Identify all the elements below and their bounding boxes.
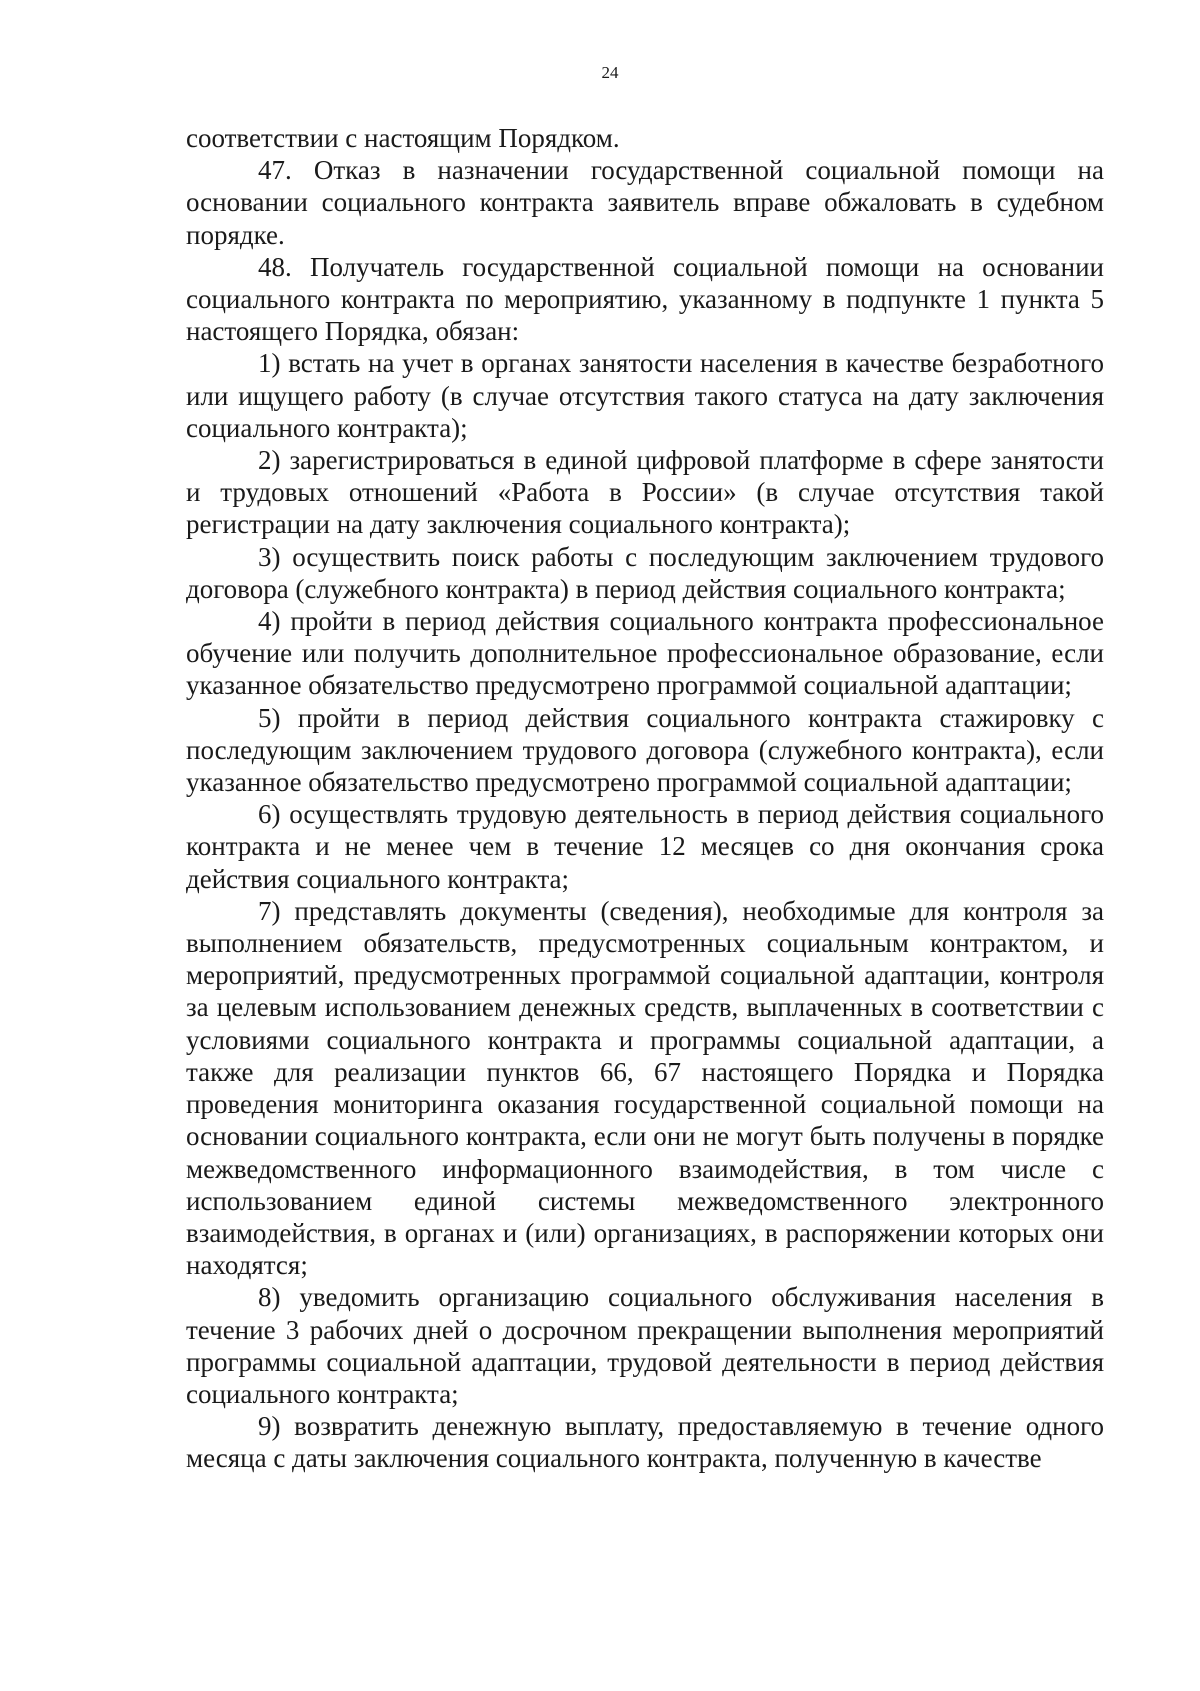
list-item-3: 3) осуществить поиск работы с последующим заключением трудового договора (служебного контракта) в период действия социального контракта; [186, 541, 1104, 604]
document-body [186, 122, 1104, 1475]
list-item-6: 6) осуществлять трудовую деятельность в период действия социального контракта и не менее чем в течение 12 месяцев со дня окончания срока действия социального контракта; [186, 799, 1104, 894]
list-item-1: 1) встать на учет в органах занятости населения в качестве безработного или ищущего работу (в случае отсутствия такого статуса на дату заключения социального контракта); [186, 348, 1104, 443]
list-item-9: 9) возвратить денежную выплату, предоставляемую в течение одного месяца с даты заключения социального контракта, полученную в качестве [186, 1411, 1104, 1474]
list-item-2: 2) зарегистрироваться в единой цифровой платформе в сфере занятости и трудовых отношений «Работа в России» (в случае отсутствия такой регистрации на дату заключения социального контракта); [186, 445, 1104, 540]
list-item-8: 8) уведомить организацию социального обслуживания населения в течение 3 рабочих дней о досрочном прекращении выполнения мероприятий программы социальной адаптации, трудовой деятельности в период действия социального контракта; [186, 1282, 1104, 1409]
page-number: 24 [601, 63, 619, 82]
list-item-5: 5) пройти в период действия социального контракта стажировку с последующим заключением трудового договора (служебного контракта), если указанное обязательство предусмотрено программой социальной адаптации; [186, 702, 1104, 798]
list-item-7: 7) представлять документы (сведения), необходимые для контроля за выполнением обязательств, предусмотренных социальным контрактом, и мероприятий, предусмотренных программой социальной адаптации, контроля за целевым использованием денежных средств, выплаченных в соответствии с условиями социального контракта и программы социальной адаптации, а также для реализации пунктов 66, 67 настоящего Порядка и Порядка проведения мониторинга оказания государственной социальной помощи на основании социального контракта, если они не могут быть получены в порядке межведомственного информационного взаимодействия, в том числе с использованием единой системы межведомственного электронного взаимодействия, в органах и (или) организациях, в распоряжении которых они находятся; [186, 895, 1104, 1281]
paragraph-continuation: соответствии с настоящим Порядком. [186, 123, 620, 153]
paragraph-48: 48. Получатель государственной социальной помощи на основании социального контракта по мероприятию, указанному в подпункте 1 пункта 5 настоящего Порядка, обязан: [186, 251, 1104, 347]
list-item-4: 4) пройти в период действия социального контракта профессиональное обучение или получить дополнительное профессиональное образование, если указанное обязательство предусмотрено программой социальной адаптации; [186, 606, 1104, 701]
paragraph-47: 47. Отказ в назначении государственной социальной помощи на основании социального контракта заявитель вправе обжаловать в судебном порядке. [186, 155, 1104, 250]
